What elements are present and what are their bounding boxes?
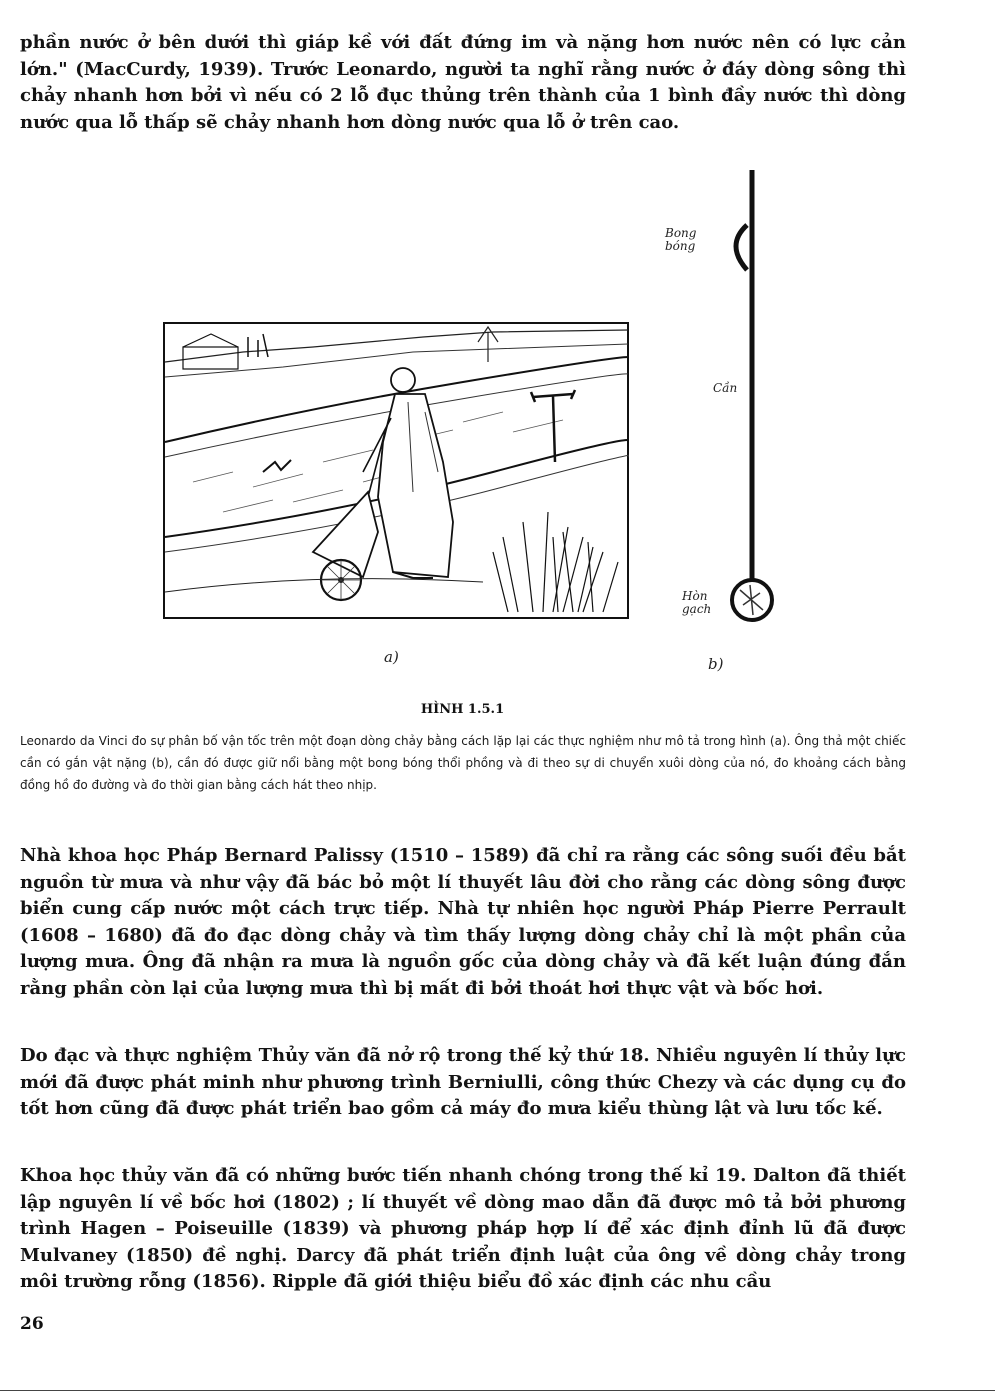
figure-note-rod: Cần xyxy=(713,381,738,395)
page-bottom-rule xyxy=(0,1390,995,1391)
page-number: 26 xyxy=(20,1314,44,1334)
figure-caption: Leonardo da Vinci đo sự phân bố vận tốc trên một đoạn dòng chảy bằng cách lặp lại các thực nghiệm như mô tả trong hình (a). Ông thả một chiếc cần có gắn vật nặng (b), cần đó được giữ nổi bằng một bong bóng thổi phồng và đi theo sự di chuyển xuôi dòng của nó, đo khoảng cách bằng đồng hồ đo đường và đo thời gian bằng cách hát theo nhịp. xyxy=(20,734,906,792)
figure-label-b: b) xyxy=(708,655,724,673)
figure-note-bubble: Bong bóng xyxy=(665,226,697,253)
paragraph-intro: phần nước ở bên dưới thì giáp kề với đất đứng im và nặng hơn nước nên có lực cản lớn." (MacCurdy, 1939). Trước Leonardo, người ta nghĩ rằng nước ở đáy dòng sông thì chảy nhanh hơn bởi vì nếu có 2 lỗ đục thủng trên thành của 1 bình đầy nước thì dòng nước qua lỗ thấp sẽ chảy nhanh hơn dòng nước qua lỗ ở trên cao. xyxy=(20,32,906,133)
paragraph-18th-century: Do đạc và thực nghiệm Thủy văn đã nở rộ trong thế kỷ thứ 18. Nhiều nguyên lí thủy lực mới đã được phát minh như phương trình Berniulli, công thức Chezy và các dụng cụ đo tốt hơn cũng đã được phát triển bao gồm cả máy đo mưa kiểu thùng lật và lưu tốc kế. xyxy=(20,1045,906,1119)
figure-note-brick: Hòn gạch xyxy=(682,589,712,616)
figure-title: HÌNH 1.5.1 xyxy=(420,702,505,717)
figure-label-a: a) xyxy=(384,648,399,666)
paragraph-palissy: Nhà khoa học Pháp Bernard Palissy (1510 – 1589) đã chỉ ra rằng các sông suối đều bắt nguồn từ mưa và như vậy đã bác bỏ một lí thuyết lâu đời cho rằng các dòng sông được biển cung cấp nước một cách trực tiếp. Nhà tự nhiên học người Pháp Pierre Perrault (1608 – 1680) đã đo đạc dòng chảy và tìm thấy lượng dòng chảy chỉ là một phần của lượng mưa. Ông đã nhận ra mưa là nguồn gốc của dòng chảy và đã kết luận đúng đắn rằng phần còn lại của lượng mưa thì bị mất đi bởi thoát hơi thực vật và bốc hơi. xyxy=(20,845,906,999)
figure-a-illustration xyxy=(163,322,629,619)
paragraph-19th-century: Khoa học thủy văn đã có những bước tiến nhanh chóng trong thế kỉ 19. Dalton đã thiết lập nguyên lí về bốc hơi (1802) ; lí thuyết về dòng mao dẫn đã được mô tả bởi phương trình Hagen – Poiseuille (1839) và phương pháp hợp lí để xác định đỉnh lũ đã được Mulvaney (1850) đề nghị. Darcy đã phát triển định luật của ông về dòng chảy trong môi trường rỗng (1856). Ripple đã giới thiệu biểu đồ xác định các nhu cầu xyxy=(20,1165,906,1292)
